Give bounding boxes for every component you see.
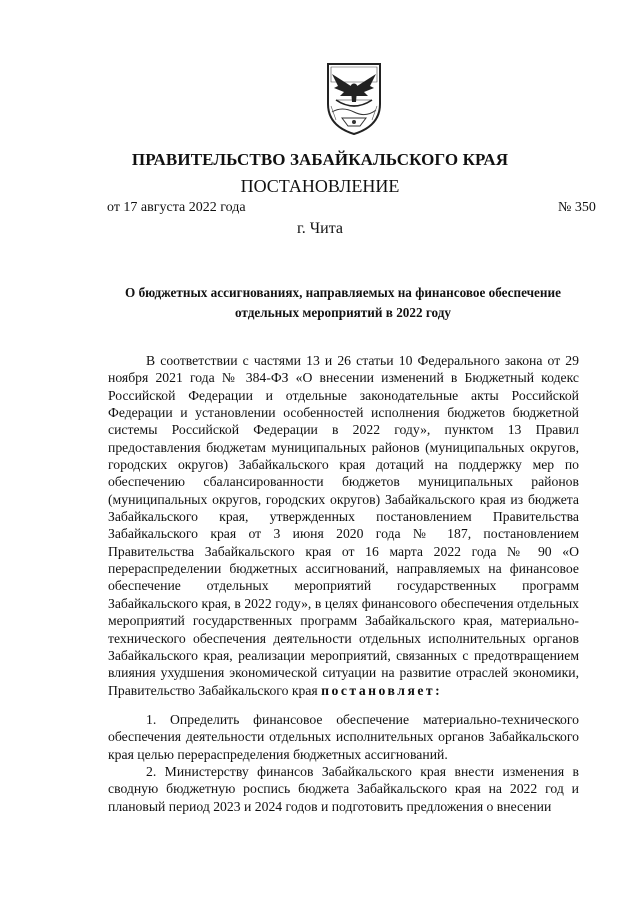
document-body (108, 352, 579, 815)
decree-word: постановляет: (321, 682, 443, 698)
document-subject: О бюджетных ассигнованиях, направляемых на финансовое обеспечение отдельных мероприятий в 2022 году (125, 285, 561, 320)
preamble-paragraph (108, 352, 579, 699)
government-title: ПРАВИТЕЛЬСТВО ЗАБАЙКАЛЬСКОГО КРАЯ (131, 150, 509, 169)
document-city: г. Чита (296, 220, 343, 237)
preamble-text: В соответствии с частями 13 и 26 статьи 10 Федерального закона от 29 ноября 2021 года № 384-ФЗ «О внесении изменений в Бюджетный кодекс Российской Федерации и отдельные законодательные акты Российской Федерации и установлении особенностей исполнения бюджетов бюджетной системы Российской Федерации в 2022 году», пунктом 13 Правил предоставления бюджетам муниципальных районов (муниципальных округов, городских округов) Забайкальского края дотаций на поддержку мер по обеспечению сбалансированности бюджетов муниципальных районов (муниципальных округов, городских округов) Забайкальского края из бюджета Забайкальского края, утвержденных постановлением Правительства Забайкальского края от 3 июня 2020 года № 187, постановлением Правительства Забайкальского края от 16 марта 2022 года № 90 «О перераспределении бюджетных ассигнований, направляемых на финансовое обеспечение отдельных мероприятий государственных программ Забайкальского края, в 2022 году», в целях финансового обеспечения отдельных мероприятий государственных программ Забайкальского края, материально-технического обеспечения деятельности отдельных исполнительных органов Забайкальского края, реализации мероприятий, связанных с предотвращением влияния ухудшения экономической ситуации на развитие отраслей экономики, Правительство Забайкальского края (108, 353, 579, 698)
item-2-paragraph: 2. Министерству финансов Забайкальского края внести изменения в сводную бюджетную роспись бюджета Забайкальского края на 2022 год и плановый период 2023 и 2024 годов и подготовить предложения о внесении (108, 763, 579, 814)
coat-of-arms-icon (322, 60, 386, 136)
document-number: № 350 (558, 200, 596, 215)
document-date: от 17 августа 2022 года (107, 200, 246, 215)
item-1-paragraph: 1. Определить финансовое обеспечение материально-технического обеспечения деятельности отдельных исполнительных органов Забайкальского края целью перераспределения бюджетных ассигнований. (108, 711, 579, 762)
document-type: ПОСТАНОВЛЕНИЕ (240, 176, 400, 196)
